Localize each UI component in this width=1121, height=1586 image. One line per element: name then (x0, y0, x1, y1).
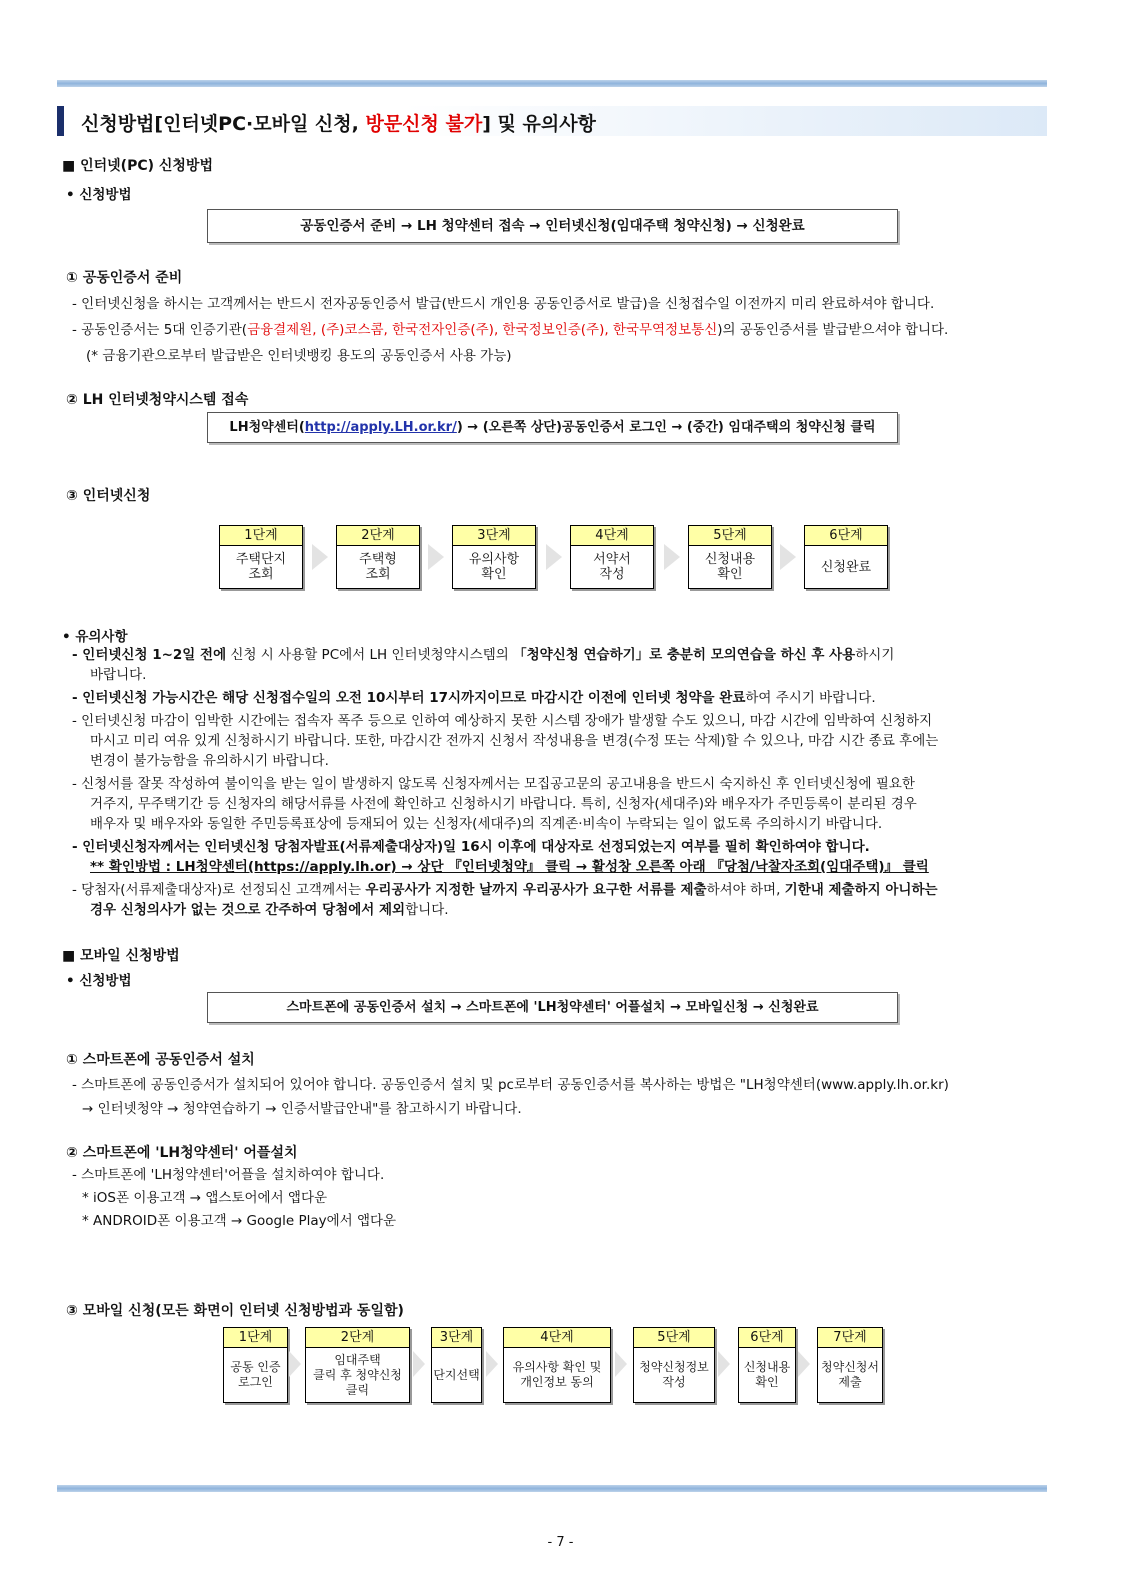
step-body: 청약신청정보 작성 (639, 1360, 709, 1389)
step-header: 2단계 (337, 526, 419, 546)
step-body: 유의사항 확인 및 개인정보 동의 (512, 1360, 602, 1389)
mobile-step-card (817, 1327, 883, 1403)
step-header: 1단계 (224, 1328, 287, 1348)
pc-step-card (336, 525, 420, 589)
note-item: ** 확인방법 : LH청약센터(https://apply.lh.or) → 상단 『인터넷청약』 클릭 → 활성창 오른쪽 아래 『당첨/낙찰자조회(임대주택)』 클릭 (90, 859, 929, 875)
pc-heading: ■ 인터넷(PC) 신청방법 (62, 158, 213, 174)
note-item: 마시고 미리 여유 있게 신청하시기 바랍니다. 또한, 마감시간 전까지 신청서 작성내용을 변경(수정 또는 삭제)할 수 있으나, 마감 시간 종료 후에는 (90, 733, 939, 749)
lh-apply-link[interactable]: http://apply.LH.or.kr/ (304, 420, 457, 435)
step-header: 6단계 (739, 1328, 795, 1348)
notes-list (72, 645, 1047, 920)
note-item: - 당첨자(서류제출대상자)로 선정되신 고객께서는 우리공사가 지정한 날까지 우리공사가 요구한 서류를 제출하셔야 하며, 기한내 제출하지 아니하는 (72, 882, 938, 898)
mobile-step-card (503, 1327, 611, 1403)
bottom-divider (57, 1485, 1047, 1492)
step-body: 청약신청서 제출 (821, 1360, 879, 1389)
step-header: 5단계 (689, 526, 771, 546)
pc-step-card (452, 525, 536, 589)
step-header: 1단계 (220, 526, 302, 546)
step-body: 서약서 작성 (593, 552, 631, 582)
step-body: 신청내용 확인 (743, 1360, 791, 1389)
mobile-step1-line2: → 인터넷청약 → 청약연습하기 → 인증서발급안내"를 참고하시기 바랍니다. (82, 1101, 522, 1117)
section-title-bar (57, 106, 1047, 136)
pc-step3-title: ③ 인터넷신청 (66, 488, 151, 504)
step-body: 신청내용 확인 (704, 552, 756, 582)
mobile-method-label: • 신청방법 (66, 973, 132, 989)
step-arrow-icon (413, 1351, 425, 1377)
step-header: 4단계 (571, 526, 653, 546)
pc-step1-line3: (* 금융기관으로부터 발급받은 인터넷뱅킹 용도의 공동인증서 사용 가능) (86, 348, 512, 364)
step-arrow-icon (428, 544, 444, 570)
pc-step1-line1: - 인터넷신청을 하시는 고객께서는 반드시 전자공동인증서 발급(반드시 개인용 공동인증서로 발급)을 신청접수일 이전까지 미리 완료하셔야 합니다. (72, 296, 935, 312)
note-item: 거주지, 무주택기간 등 신청자의 해당서류를 사전에 확인하고 신청하시기 바랍니다. 특히, 신청자(세대주)와 배우자가 주민등록이 분리된 경우 (90, 796, 917, 812)
note-item: - 신청서를 잘못 작성하여 불이익을 받는 일이 발생하지 않도록 신청자께서는 모집공고문의 공고내용을 반드시 숙지하신 후 인터넷신청에 필요한 (72, 776, 915, 792)
pc-step2-box: LH청약센터(http://apply.LH.or.kr/) → (오른쪽 상단)공동인증서 로그인 → (중간) 임대주택의 청약신청 클릭 (207, 412, 898, 443)
step-arrow-icon (798, 1351, 810, 1377)
mobile-step2-line1: - 스마트폰에 'LH청약센터'어플을 설치하여야 합니다. (72, 1167, 385, 1183)
note-item: - 인터넷신청 가능시간은 해당 신청접수일의 오전 10시부터 17시까지이므로 마감시간 이전에 인터넷 청약을 완료하여 주시기 바랍니다. (72, 690, 876, 706)
step-header: 4단계 (504, 1328, 610, 1348)
mobile-step-card (738, 1327, 796, 1403)
step-arrow-icon (486, 1351, 498, 1377)
pc-step-card (804, 525, 888, 589)
mobile-step-card (223, 1327, 288, 1403)
note-item: - 인터넷신청 마감이 임박한 시간에는 접속자 폭주 등으로 인하여 예상하지 못한 시스템 장애가 발생할 수도 있으니, 마감 시간에 임박하여 신청하지 (72, 713, 933, 729)
note-item: 배우자 및 배우자와 동일한 주민등록표상에 등재되어 있는 신청자(세대주)의 직계존·비속이 누락되는 일이 없도록 주의하시기 바랍니다. (90, 816, 883, 832)
mobile-step-card (305, 1327, 410, 1403)
mobile-step2-line3: * ANDROID폰 이용고객 → Google Play에서 앱다운 (82, 1213, 397, 1229)
step-arrow-icon (615, 1351, 627, 1377)
mobile-step2-line2: * iOS폰 이용고객 → 앱스토어에서 앱다운 (82, 1190, 328, 1206)
mobile-step1-line1: - 스마트폰에 공동인증서가 설치되어 있어야 합니다. 공동인증서 설치 및 pc로부터 공동인증서를 복사하는 방법은 "LH청약센터(www.apply.lh.or.kr) (72, 1077, 949, 1093)
pc-step2-title: ② LH 인터넷청약시스템 접속 (66, 392, 249, 408)
pc-step1-line2: - 공동인증서는 5대 인증기관(금융결제원, (주)코스콤, 한국전자인증(주), 한국정보인증(주), 한국무역정보통신)의 공동인증서를 발급받으셔야 합니다. (72, 322, 949, 338)
top-divider (57, 80, 1047, 87)
pc-step-card (688, 525, 772, 589)
mobile-flow-box: 스마트폰에 공동인증서 설치 → 스마트폰에 'LH청약센터' 어플설치 → 모바일신청 → 신청완료 (207, 992, 898, 1023)
step-body: 공동 인증 로그인 (230, 1360, 281, 1389)
step-body: 단지선택 (433, 1367, 480, 1382)
step-header: 7단계 (818, 1328, 882, 1348)
step-arrow-icon (664, 544, 680, 570)
note-item: - 인터넷신청 1~2일 전에 신청 시 사용할 PC에서 LH 인터넷청약시스템의 「청약신청 연습하기」로 충분히 모의연습을 하신 후 사용하시기 (72, 647, 895, 663)
step-header: 2단계 (306, 1328, 409, 1348)
pc-step-card (570, 525, 654, 589)
step-header: 3단계 (453, 526, 535, 546)
step-body: 유의사항 확인 (468, 552, 520, 582)
note-item: 변경이 불가능함을 유의하시기 바랍니다. (90, 753, 329, 769)
step-header: 5단계 (634, 1328, 714, 1348)
step-header: 3단계 (432, 1328, 481, 1348)
mobile-heading: ■ 모바일 신청방법 (62, 948, 180, 964)
title-accent (57, 106, 64, 136)
note-item: 경우 신청의사가 없는 것으로 간주하여 당첨에서 제외합니다. (90, 902, 449, 918)
pc-step-card (219, 525, 303, 589)
mobile-step1-title: ① 스마트폰에 공동인증서 설치 (66, 1052, 255, 1068)
step-body: 주택형 조회 (359, 552, 397, 582)
step-body: 신청완료 (820, 559, 872, 575)
mobile-step-card (431, 1327, 482, 1403)
note-item: 바랍니다. (90, 667, 147, 683)
step-header: 6단계 (805, 526, 887, 546)
pc-method-label: • 신청방법 (66, 187, 132, 203)
step-arrow-icon (312, 544, 328, 570)
mobile-step2-title: ② 스마트폰에 'LH청약센터' 어플설치 (66, 1145, 298, 1161)
step-arrow-icon (718, 1351, 730, 1377)
note-item: - 인터넷신청자께서는 인터넷신청 당첨자발표(서류제출대상자)일 16시 이후에 대상자로 선정되었는지 여부를 필히 확인하여야 합니다. (72, 839, 870, 855)
pc-flow-box: 공동인증서 준비 → LH 청약센터 접속 → 인터넷신청(임대주택 청약신청) → 신청완료 (207, 209, 898, 243)
page-number: - 7 - (547, 1535, 574, 1550)
step-body: 주택단지 조회 (235, 552, 287, 582)
mobile-step3-title: ③ 모바일 신청(모든 화면이 인터넷 신청방법과 동일함) (66, 1303, 404, 1319)
page-title: 신청방법[인터넷PC·모바일 신청, 방문신청 불가] 및 유의사항 (81, 113, 596, 135)
notes-heading: • 유의사항 (62, 629, 128, 645)
mobile-step-card (633, 1327, 715, 1403)
pc-step1-title: ① 공동인증서 준비 (66, 270, 183, 286)
step-arrow-icon (546, 544, 562, 570)
step-arrow-icon (780, 544, 796, 570)
step-body: 임대주택 클릭 후 청약신청 클릭 (313, 1352, 402, 1397)
step-arrow-icon (289, 1351, 301, 1377)
